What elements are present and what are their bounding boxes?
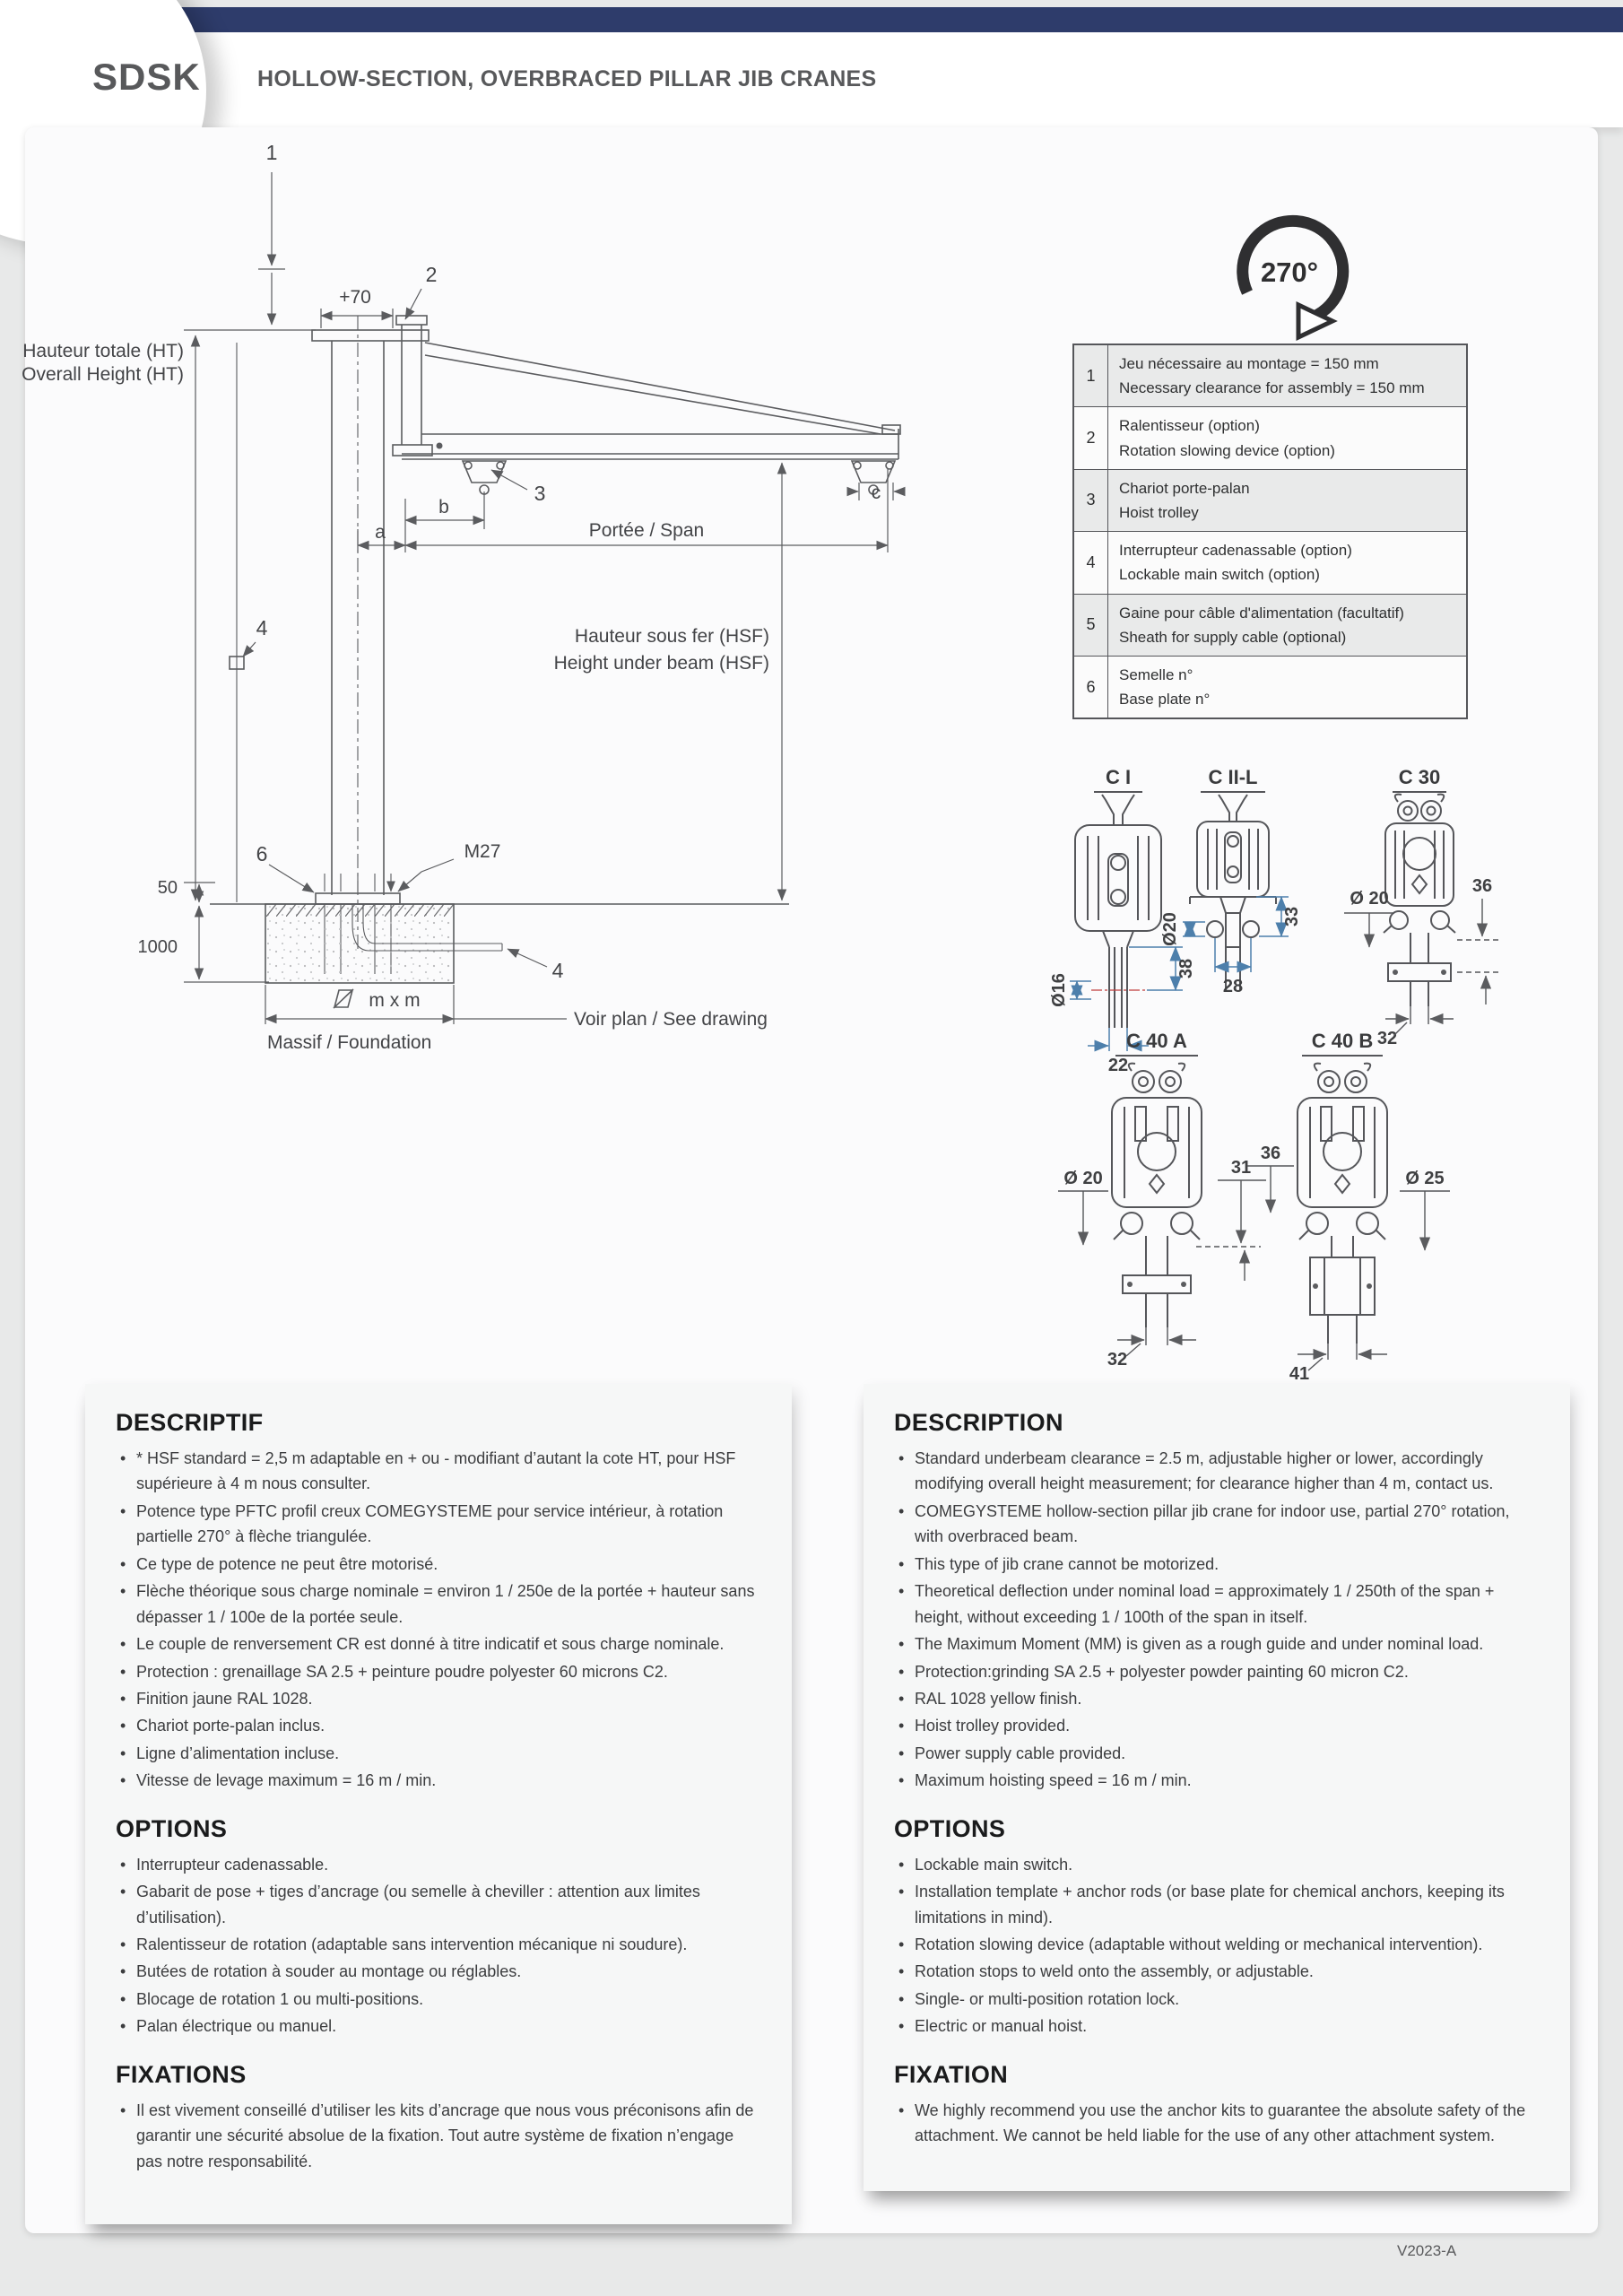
- section-c1-dim-bottom: 22: [1107, 1056, 1129, 1075]
- legend-row: [1074, 407, 1466, 469]
- list-item: • Ralentisseur de rotation (adaptable sans intervention mécanique ni soudure).: [116, 1932, 761, 1957]
- list-item: • Ce type de potence ne peut être motorisé.: [116, 1552, 761, 1577]
- legend-row-number: 3: [1074, 470, 1108, 531]
- legend-row-text: [1108, 470, 1466, 531]
- section-c1-dim-left: Ø16: [1049, 973, 1069, 1007]
- list-item: • Potence type PFTC profil creux COMEGYSTEME pour service intérieur, à rotation partielle 270° à flèche triangulée.: [116, 1499, 761, 1550]
- legend-row: [1074, 657, 1466, 718]
- section-c2l-dim-left: Ø20: [1160, 912, 1180, 946]
- list-item: • Lockable main switch.: [894, 1852, 1540, 1877]
- list-item: • RAL 1028 yellow finish.: [894, 1686, 1540, 1711]
- section-c1-title: C I: [1105, 766, 1132, 788]
- section-c30: [1344, 766, 1502, 1048]
- list-item: • Maximum hoisting speed = 16 m / min.: [894, 1768, 1540, 1793]
- legend-label-en: Sheath for supply cable (optional): [1119, 628, 1347, 646]
- list-item: • Protection : grenaillage SA 2.5 + peinture poudre polyester 60 microns C2.: [116, 1659, 761, 1684]
- legend-label-en: Lockable main switch (option): [1119, 566, 1320, 584]
- section-c2l-dim-right: 33: [1282, 906, 1302, 927]
- legend-row-text: [1108, 595, 1466, 656]
- legend-row-number: 6: [1074, 657, 1108, 718]
- legend-label-fr: Semelle n°: [1119, 665, 1193, 683]
- list-item: • Standard underbeam clearance = 2.5 m, adjustable higher or lower, accordingly modifying overall height measurement; for clearance higher than 4 m, contact us.: [894, 1446, 1540, 1497]
- options-fr-list: [116, 1852, 761, 2039]
- french-text-card: [85, 1384, 792, 2224]
- dim-plus70: +70: [339, 287, 371, 308]
- legend-label-en: Hoist trolley: [1119, 503, 1199, 521]
- legend-row-number: 4: [1074, 532, 1108, 593]
- rotation-270-label: 270°: [1260, 257, 1319, 288]
- descriptif-title: DESCRIPTIF: [116, 1409, 264, 1436]
- label-ht-en: Overall Height (HT): [22, 364, 184, 385]
- list-item: • The Maximum Moment (MM) is given as a rough guide and under nominal load.: [894, 1631, 1540, 1657]
- label-ht-fr: Hauteur totale (HT): [22, 341, 184, 361]
- description-title: DESCRIPTION: [894, 1409, 1063, 1436]
- list-item: • Il est vivement conseillé d’utiliser les kits d’ancrage que nous vous préconisons afin de garantir une sécurité absolue de la fixation. Tout autre système de fixation n’engage pas notre responsabilité.: [116, 2098, 761, 2174]
- list-item: • Finition jaune RAL 1028.: [116, 1686, 761, 1711]
- section-c40a-dim-bottom: 32: [1107, 1350, 1128, 1370]
- legend-row-text: [1108, 657, 1466, 718]
- label-hsf-fr: Hauteur sous fer (HSF): [574, 626, 769, 647]
- options-fr-title: OPTIONS: [116, 1814, 228, 1842]
- options-en-list: [894, 1852, 1540, 2039]
- section-c30-dim-bottom: 32: [1376, 1029, 1398, 1048]
- list-item: • Vitesse de levage maximum = 16 m / min.: [116, 1768, 761, 1793]
- legend-label-fr: Jeu nécessaire au montage = 150 mm: [1119, 355, 1379, 372]
- fixation-title: FIXATION: [894, 2060, 1009, 2088]
- label-mxm: m x m: [369, 990, 421, 1011]
- list-item: • Ligne d’alimentation incluse.: [116, 1741, 761, 1766]
- section-c30-dim-right: 36: [1471, 876, 1493, 896]
- list-item: • Hoist trolley provided.: [894, 1713, 1540, 1738]
- list-item: • Single- or multi-position rotation lock.: [894, 1987, 1540, 2012]
- legend-row: [1074, 532, 1466, 594]
- legend-row: [1074, 345, 1466, 407]
- list-item: • * HSF standard = 2,5 m adaptable en + ou - modifiant d’autant la cote HT, pour HSF supérieure à 4 m nous consulter.: [116, 1446, 761, 1497]
- callout-3: 3: [534, 482, 546, 505]
- section-c40a-dim-right: 31: [1230, 1158, 1252, 1178]
- list-item: • Installation template + anchor rods (or base plate for chemical anchors, keeping its limitations in mind).: [894, 1879, 1540, 1930]
- list-item: • Butées de rotation à souder au montage ou réglables.: [116, 1959, 761, 1984]
- section-c40a-dim-left: Ø 20: [1063, 1169, 1103, 1188]
- legend-row-number: 5: [1074, 595, 1108, 656]
- list-item: • Rotation slowing device (adaptable without welding or mechanical intervention).: [894, 1932, 1540, 1957]
- legend-row-text: [1108, 345, 1466, 406]
- legend-label-en: Rotation slowing device (option): [1119, 441, 1335, 459]
- section-c40b-dim-left: 36: [1260, 1144, 1281, 1163]
- english-text-card: [864, 1384, 1570, 2191]
- hoist-trolley-left: [463, 461, 506, 494]
- rotation-270-icon: [1243, 221, 1343, 337]
- legend-label-fr: Ralentisseur (option): [1119, 417, 1260, 435]
- dim-b: b: [438, 497, 449, 517]
- legend-label-en: Necessary clearance for assembly = 150 mm: [1119, 379, 1425, 397]
- list-item: • Power supply cable provided.: [894, 1741, 1540, 1766]
- descriptif-list: [116, 1446, 761, 1794]
- callout-2: 2: [425, 263, 438, 286]
- section-c30-title: C 30: [1398, 766, 1441, 788]
- dim-1000: 1000: [137, 937, 178, 957]
- crane-side-view: [184, 172, 904, 1024]
- dim-a: a: [375, 522, 386, 543]
- list-item: • Flèche théorique sous charge nominale = environ 1 / 250e de la portée + hauteur sans dépasser 1 / 100e de la portée seule.: [116, 1578, 761, 1630]
- list-item: • Electric or manual hoist.: [894, 2013, 1540, 2039]
- label-see-drawing: Voir plan / See drawing: [574, 1009, 768, 1030]
- list-item: • Blocage de rotation 1 ou multi-positions.: [116, 1987, 761, 2012]
- section-c40a-title: C 40 A: [1126, 1030, 1187, 1052]
- list-item: • Protection:grinding SA 2.5 + polyester powder painting 60 micron C2.: [894, 1659, 1540, 1684]
- list-item: • This type of jib crane cannot be motorized.: [894, 1552, 1540, 1577]
- page-title: HOLLOW-SECTION, OVERBRACED PILLAR JIB CRANES: [257, 66, 877, 91]
- legend-label-fr: Chariot porte-palan: [1119, 479, 1250, 497]
- footer-version: V2023-A: [1397, 2242, 1457, 2259]
- list-item: • Chariot porte-palan inclus.: [116, 1713, 761, 1738]
- legend-row-text: [1108, 532, 1466, 593]
- list-item: • Gabarit de pose + tiges d’ancrage (ou semelle à cheviller : attention aux limites d’utilisation).: [116, 1879, 761, 1930]
- callout-4-foundation: 4: [551, 959, 564, 982]
- section-c2l-dim-bottom: 28: [1222, 977, 1244, 996]
- list-item: • COMEGYSTEME hollow-section pillar jib crane for indoor use, partial 270° rotation, with overbraced beam.: [894, 1499, 1540, 1550]
- section-c40b-title: C 40 B: [1311, 1030, 1374, 1052]
- legend-table: [1072, 344, 1468, 719]
- product-code: SDSK: [92, 56, 201, 98]
- section-c40a: [1058, 1030, 1266, 1370]
- legend-row-text: [1108, 407, 1466, 468]
- callout-1: 1: [265, 141, 278, 164]
- list-item: • Palan électrique ou manuel.: [116, 2013, 761, 2039]
- dim-50: 50: [157, 878, 178, 898]
- section-c40b: [1247, 1030, 1450, 1384]
- section-c40b-dim-right: Ø 25: [1405, 1169, 1445, 1188]
- section-c2l-title: C II-L: [1208, 766, 1258, 788]
- label-hsf-en: Height under beam (HSF): [553, 653, 769, 674]
- label-span: Portée / Span: [588, 520, 705, 541]
- list-item: • Theoretical deflection under nominal load = approximately 1 / 250th of the span + height, without exceeding 1 / 100th of the span in itself.: [894, 1578, 1540, 1630]
- list-item: • Interrupteur cadenassable.: [116, 1852, 761, 1877]
- label-m27: M27: [464, 841, 501, 862]
- legend-label-fr: Gaine pour câble d'alimentation (facultatif): [1119, 604, 1404, 622]
- dim-c: c: [871, 483, 881, 503]
- options-en-title: OPTIONS: [894, 1814, 1006, 1842]
- legend-row-number: 2: [1074, 407, 1108, 468]
- section-c30-dim-left: Ø 20: [1350, 889, 1389, 909]
- legend-label-fr: Interrupteur cadenassable (option): [1119, 542, 1352, 560]
- legend-row: [1074, 595, 1466, 657]
- description-list: [894, 1446, 1540, 1794]
- list-item: • Le couple de renversement CR est donné à titre indicatif et sous charge nominale.: [116, 1631, 761, 1657]
- fixation-list: [894, 2098, 1540, 2149]
- callout-4-mast: 4: [256, 616, 268, 639]
- fixations-list: [116, 2098, 761, 2174]
- label-foundation: Massif / Foundation: [267, 1032, 432, 1053]
- legend-row: [1074, 470, 1466, 532]
- section-c40b-dim-bottom: 41: [1289, 1364, 1310, 1384]
- callout-6: 6: [256, 842, 268, 865]
- legend-label-en: Base plate n°: [1119, 691, 1211, 709]
- list-item: • We highly recommend you use the anchor kits to guarantee the absolute safety of the attachment. We cannot be held liable for the use of any other attachment system.: [894, 2098, 1540, 2149]
- legend-row-number: 1: [1074, 345, 1108, 406]
- section-c1-dim-right: 38: [1176, 958, 1196, 979]
- fixations-title: FIXATIONS: [116, 2060, 247, 2088]
- list-item: • Rotation stops to weld onto the assembly, or adjustable.: [894, 1959, 1540, 1984]
